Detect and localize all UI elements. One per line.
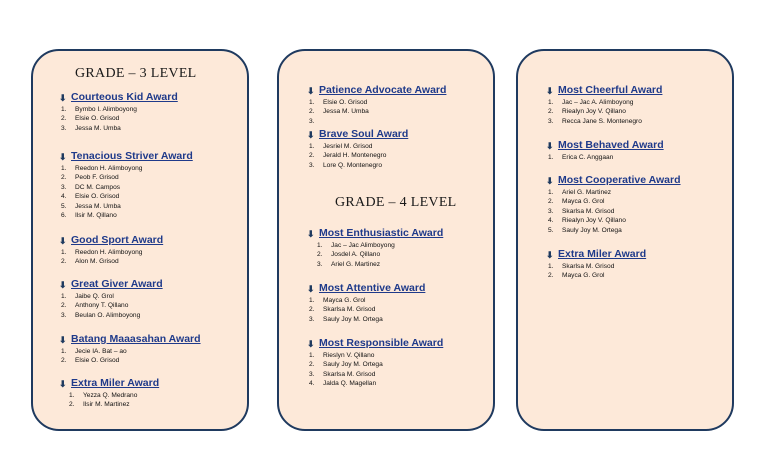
award-title: Good Sport Award (71, 234, 164, 246)
list-item: 6. Ilsir M. Qillano (61, 212, 117, 220)
list-item: 2. Elsie O. Grisod (61, 357, 120, 365)
award-most-attentive (307, 282, 425, 324)
grade-4-continued-panel (516, 49, 734, 431)
arrow-bullet-icon: ⬇ (59, 151, 67, 162)
list-item: 2. Josdel A. Qillano (317, 251, 381, 259)
recipient-list (307, 351, 443, 389)
recipient-list (307, 241, 443, 269)
recipient-list (307, 142, 408, 170)
recipient-list (59, 347, 201, 366)
award-courteous-kid (59, 91, 178, 133)
recipient-list (59, 105, 178, 133)
recipient-list (59, 391, 159, 410)
arrow-bullet-icon: ⬇ (59, 235, 67, 246)
recipient-list (59, 248, 163, 267)
arrow-bullet-icon: ⬇ (546, 249, 554, 260)
list-item: 2. Mayca G. Grol (548, 198, 605, 206)
list-item: 2. Skarlsa M. Grisod (309, 306, 376, 314)
award-title: Extra Miler Award (558, 248, 647, 260)
award-title: Most Cheerful Award (558, 84, 663, 96)
list-item: 1. Jac – Jac Alimboyong (317, 242, 395, 249)
list-item: 1. Ariel G. Martinez (548, 189, 612, 196)
arrow-bullet-icon: ⬇ (546, 85, 554, 96)
award-batang-maaasahan (59, 333, 201, 366)
arrow-bullet-icon: ⬇ (546, 175, 554, 186)
list-item: 1. Bymbo I. Alimboyong (61, 106, 137, 113)
arrow-bullet-icon: ⬇ (307, 129, 315, 140)
list-item: 3. Sauly Joy M. Ortega (309, 315, 383, 323)
recipient-list (546, 153, 664, 162)
grade-4-panel (277, 49, 495, 431)
arrow-bullet-icon: ⬇ (59, 279, 67, 290)
list-item: 1. Jaibe Q. Grol (61, 293, 114, 300)
list-item: 1. Yezza Q. Medrano (69, 392, 138, 399)
recipient-list (59, 292, 163, 320)
award-title: Most Behaved Award (558, 139, 664, 151)
arrow-bullet-icon: ⬇ (307, 228, 315, 239)
list-item: 1. Erica C. Anggaan (548, 154, 614, 161)
list-item: 3. Recca Jane S. Montenegro (548, 117, 642, 125)
arrow-bullet-icon: ⬇ (307, 85, 315, 96)
award-most-cheerful (546, 84, 662, 126)
grade-3-panel (31, 49, 249, 431)
list-item: 2. Ilsir M. Martinez (69, 401, 130, 409)
list-item: 2. Jessa M. Umba (309, 108, 369, 116)
award-title: Batang Maaasahan Award (71, 333, 201, 345)
list-item: 2. Anthony T. Qillano (61, 302, 129, 310)
list-item: 4. Riealyn Joy V. Qillano (548, 217, 626, 225)
award-patience-advocate (307, 84, 447, 125)
list-item: 4. Elsie O. Grisod (61, 193, 120, 201)
arrow-bullet-icon: ⬇ (59, 334, 67, 345)
list-item: 3. Jessa M. Umba (61, 124, 121, 132)
recipient-list (546, 188, 681, 235)
award-most-cooperative (546, 174, 681, 235)
award-title: Most Attentive Award (319, 282, 426, 294)
award-title: Most Cooperative Award (558, 174, 681, 186)
list-item: 5. Jessa M. Umba (61, 202, 121, 210)
grade-3-title: GRADE – 3 LEVEL (75, 66, 197, 81)
list-item: 3. Skarlsa M. Grisod (548, 207, 615, 215)
list-item: 1. Jac – Jac A. Alimboyong (548, 99, 634, 106)
grade-4-title: GRADE – 4 LEVEL (335, 195, 457, 210)
award-title: Great Giver Award (71, 278, 163, 290)
award-title: Brave Soul Award (319, 128, 409, 140)
recipient-list: 1. Elsie O. Grisod 2. Jessa M. Umba 3. (307, 98, 446, 117)
list-item: 2. Jerald H. Montenegro (309, 152, 387, 160)
recipient-list (59, 164, 193, 220)
award-good-sport (59, 234, 163, 267)
list-item: 2. Mayca G. Grol (548, 272, 605, 280)
recipient-list (546, 98, 662, 126)
arrow-bullet-icon: ⬇ (546, 140, 554, 151)
list-item: 2. Peob F. Grisod (61, 174, 119, 182)
list-item: 1. Reedon H. Alimboyong (61, 249, 143, 256)
award-great-giver (59, 278, 163, 320)
recipient-list (546, 262, 646, 281)
award-extra-miler (59, 377, 159, 410)
list-item: 1. Jecie IA. Bat – ao (61, 348, 127, 355)
list-item: 1. Rieslyn V. Qillano (309, 352, 375, 359)
list-item: 1. Jesriel M. Grisod (309, 143, 373, 150)
award-title: Most Responsible Award (319, 337, 444, 349)
list-item: 1. Mayca G. Grol (309, 297, 366, 304)
list-item: 2. Sauly Joy M. Ortega (309, 361, 383, 369)
list-item: 3. Beulan O. Alimboyong (61, 311, 141, 319)
list-item: 3. Skarlsa M. Grisod (309, 370, 376, 378)
award-title: Most Enthusiastic Award (319, 227, 444, 239)
list-item: 1. Skarlsa M. Grisod (548, 263, 615, 270)
list-item: 3. Ariel G. Martinez (317, 260, 381, 268)
list-item: 2. Elsie O. Grisod (61, 115, 120, 123)
award-title: Courteous Kid Award (71, 91, 178, 103)
award-tenacious-striver (59, 150, 193, 220)
list-item: 5. Sauly Joy M. Ortega (548, 226, 622, 234)
arrow-bullet-icon: ⬇ (59, 378, 67, 389)
list-item: 2. Riealyn Joy V. Qillano (548, 108, 626, 116)
award-title: Tenacious Striver Award (71, 150, 193, 162)
award-most-enthusiastic (307, 227, 443, 269)
award-brave-soul (307, 128, 408, 170)
list-item: 1. Reedon H. Alimboyong (61, 165, 143, 172)
award-most-responsible (307, 337, 443, 389)
list-item: 3. Lore Q. Montenegro (309, 161, 383, 169)
list-item: 2. Alon M. Grisod (61, 258, 119, 266)
award-extra-miler (546, 248, 646, 281)
list-item: 4. Jalda Q. Magellan (309, 380, 377, 388)
recipient-list (307, 296, 425, 324)
award-title: Extra Miler Award (71, 377, 160, 389)
list-item: 1. Elsie O. Grisod (309, 99, 368, 106)
list-item: 3. DC M. Campos (61, 183, 121, 191)
arrow-bullet-icon: ⬇ (59, 92, 67, 103)
arrow-bullet-icon: ⬇ (307, 338, 315, 349)
award-title: Patience Advocate Award (319, 84, 447, 96)
award-most-behaved (546, 139, 664, 162)
arrow-bullet-icon: ⬇ (307, 283, 315, 294)
